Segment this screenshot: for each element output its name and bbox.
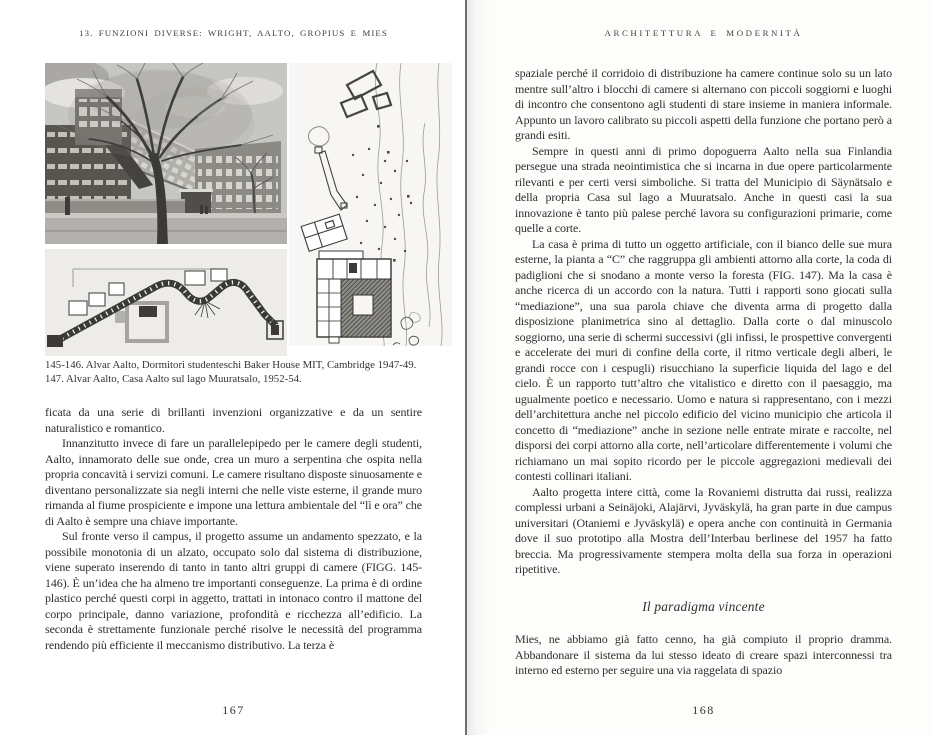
right-page (467, 0, 931, 735)
left-body-text (45, 405, 422, 653)
figure-baker-house-photo (45, 63, 287, 244)
caption-figs-145-146: 145-146. Alvar Aalto, Dormitori studenteschi Baker House MIT, Cambridge 1947-49. (45, 359, 417, 371)
paragraph: Sul fronte verso il campus, il progetto assume un andamento spezzato, e la possibile monotonia di un alzato, occupato solo dal sistema di distribuzione, viene superato inserendo di tanto in tanto altri gruppi di camere (FIGG. 145-146). È un’idea che ha almeno tre importanti conseguenze. La prima è di ordine plastico perché questi corpi in aggetto, trattati in intonaco contro il mattone del corpo principale, danno variazione, profondità e ricchezza all’edificio. La seconda è strettamente funzionale perché risolve le necessità del programma rendendo più efficiente il meccanismo distributivo. La terza è (45, 529, 422, 652)
running-head-right: ARCHITETTURA E MODERNITÀ (604, 28, 803, 38)
figure-captions (45, 359, 422, 386)
right-body-text (515, 66, 892, 679)
caption-fig-147: 147. Alvar Aalto, Casa Aalto sul lago Muuratsalo, 1952-54. (45, 372, 302, 385)
page-number-right: 168 (692, 703, 715, 717)
paragraph: La casa è prima di tutto un oggetto artificiale, con il bianco delle sue mura esterne, la pianta a “C” che raggruppa gli ambienti attorno alla corte, la coda di padiglioni che si snodano a monte verso la foresta (FIG. 147). Ma la casa è anche ricerca di un accordo con la natura. Tutti i rapporti sono giocati sulla “mediazione”, una sua parola chiave che diventa arma di progetto dalla disposizione planimetrica sino al dettaglio. Dalla corte o dal minuscolo soggiorno, una serie di schermi successivi (gli infissi, le prospettive convergenti e accelerate dei muri di confine della corte, il ritmo verticale degli alberi, le grandi rocce con i cespugli) risucchiano la superficie liquida del lago e del cielo. È un rapporto tutt’altro che vitalistico e diretto con il paesaggio, ma ugualmente poetico e necessario. Uomo e natura si rappresentano, con i mezzi dell’architettura anche nel piccolo edificio del vicino municipio che articola il concetto di “mediazione” anche in sezione nelle entrate mirate e raccolte, nel disporsi dei corpi attorno alla corte, nell’articolare differentemente i volumi che richiamano un mai sopito ricordo per le piccole aggregazioni medievali dei contesti collinari italiani. (515, 236, 892, 483)
figure-baker-house-floor-plan (45, 249, 287, 356)
paragraph: spaziale perché il corridoio di distribuzione ha camere continue solo su un lato mentre sull’altro i blocchi di camere si alternano con piccoli soggiorni e luoghi di incontro che consentono agli studenti di stare insieme in maniera informale. Appunto un lavoro calibrato su piccoli aspetti della funzione che portano però a grandi esiti. (515, 66, 892, 142)
paragraph: Sempre in questi anni di primo dopoguerra Aalto nella sua Finlandia persegue una strada neointimistica che si incarna in due opere particolarmente rilevanti e per certi versi simboliche. Si tratta del Municipio di Säynätsalo e della propria Casa sul lago a Muuratsalo. Anche in questi casi la sua innovazione è tanto più palese perché lavora su configurazioni primarie, come quelle a corte. (515, 143, 892, 235)
paragraph: Innanzitutto invece di fare un parallelepipedo per le camere degli studenti, Aalto, innamorato delle sue onde, crea un muro a serpentina che ospita nella propria concavità i servizi comuni. Le camere risultano disposte sinuosamente e diventano personalizzate sia negli interni che nelle viste esterne, il grande muro rimanda al fiume prospiciente e impone una lettura ambientale del “lì e ora” che di Aalto è sempre una chiave importante. (45, 436, 422, 528)
figure-muuratsalo-site-plan (289, 63, 452, 346)
left-page (0, 0, 465, 735)
section-heading: Il paradigma vincente (642, 598, 765, 614)
page-number-left: 167 (222, 703, 245, 717)
baker-house-floor-plan-illustration (45, 249, 287, 356)
paragraph: Aalto progetta intere città, come la Rovaniemi distrutta dai russi, realizza complessi urbani a Seinäjoki, Alajärvi, Jyväskylä, ha gran parte in due campus universitari (Otaniemi e Jyväskylä) e opera anche con continuità in Germania dove il suo prototipo alla Mostra dell’Interbau berlinese del 1957 ha fatto breccia. Ma progressivamente stempera molta della sua forza in operazioni ripetitive. (515, 484, 892, 576)
paragraph: Mies, ne abbiamo già fatto cenno, ha già compiuto il proprio dramma. Abbandonare il sistema da lui stesso ideato di creare spazi interconnessi tra interno ed esterno per seguire una via raggelata di spazio (515, 632, 892, 677)
muuratsalo-site-plan-illustration (289, 63, 452, 346)
running-head-left: 13. FUNZIONI DIVERSE: WRIGHT, AALTO, GROPIUS E MIES (79, 28, 388, 38)
baker-house-photo-illustration (45, 63, 287, 244)
paragraph: ficata da una serie di brillanti invenzioni organizzative e da un sentire naturalistico e romantico. (45, 405, 422, 435)
